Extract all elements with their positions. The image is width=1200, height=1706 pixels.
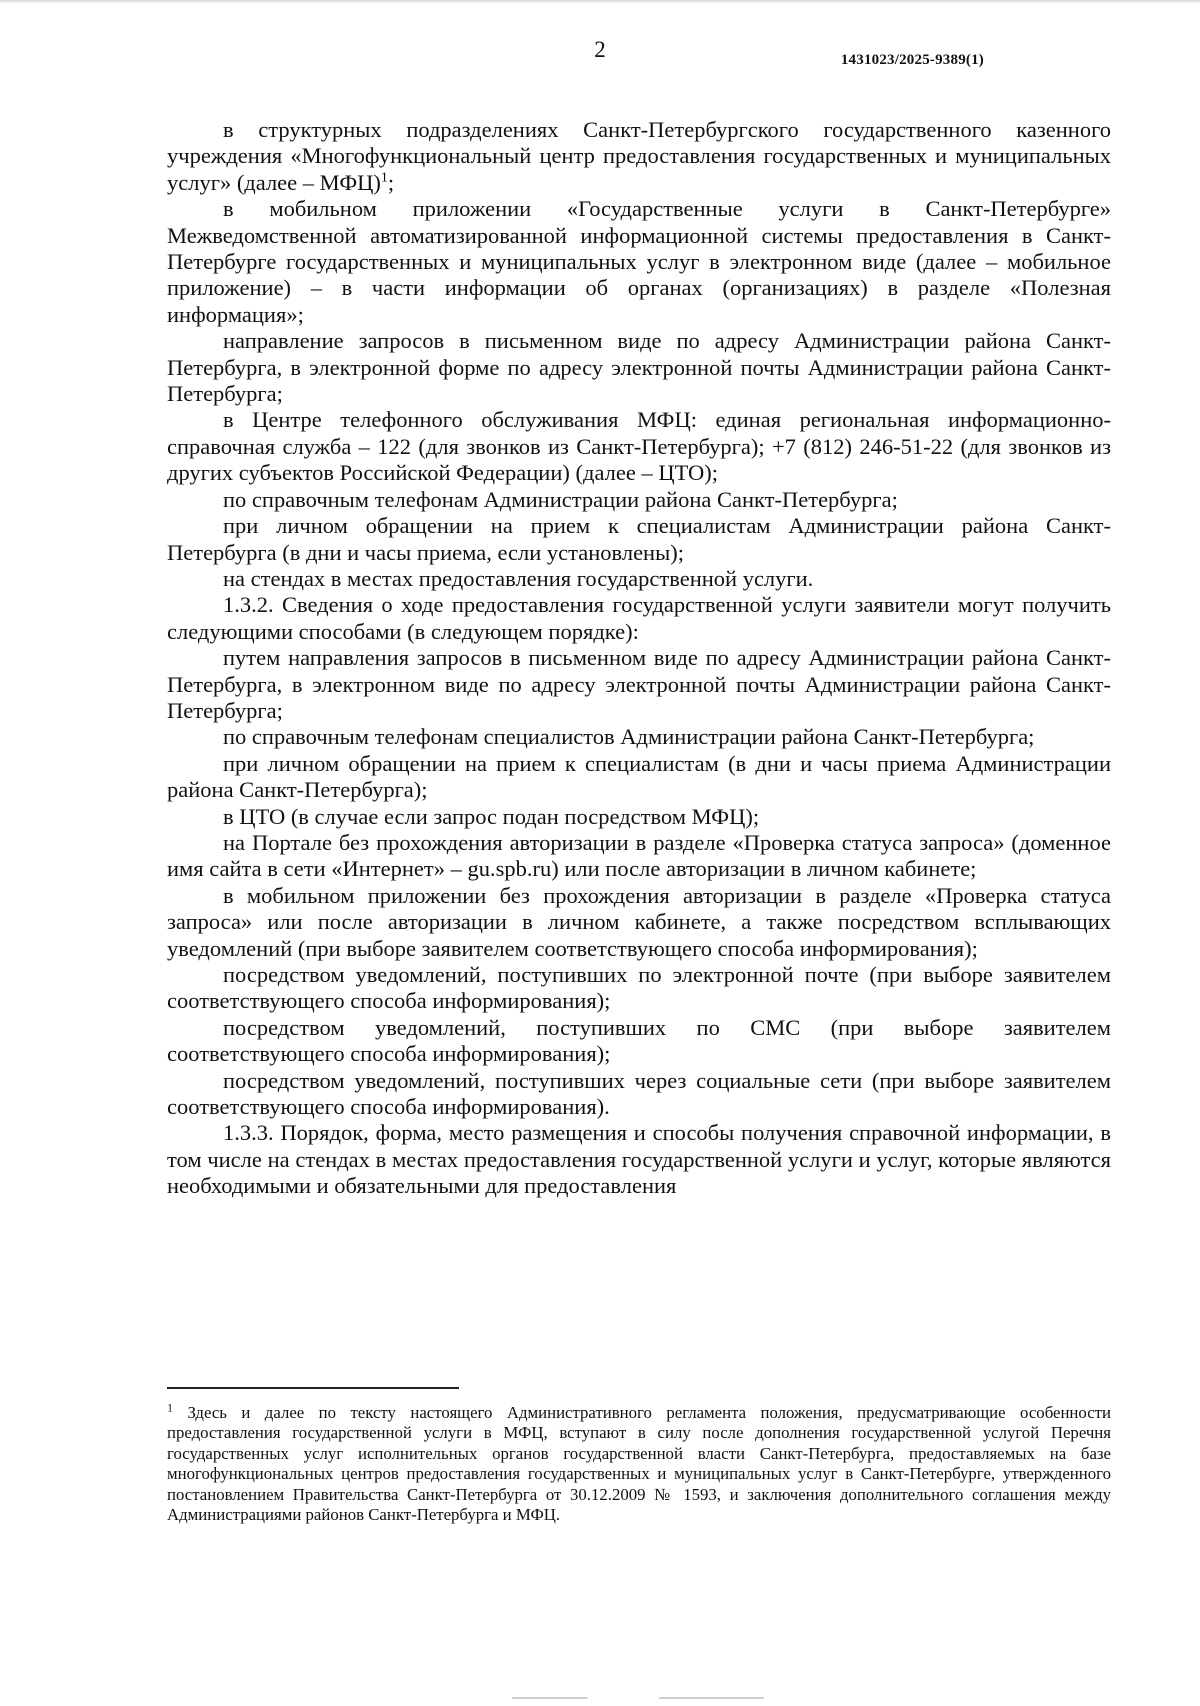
- paragraph-mobile-status: в мобильном приложении без прохождения авторизации в разделе «Проверка статуса запроса» или после авторизации в личном кабинете, а также посредством всплывающих уведомлений (при выборе заявителем соответствующего способа информирования);: [167, 882, 1111, 961]
- page-number: 2: [594, 37, 606, 62]
- paragraph-social-notifications: посредством уведомлений, поступивших через социальные сети (при выборе заявителем соответствующего способа информирования).: [167, 1067, 1111, 1120]
- footnote-reference: 1: [380, 170, 388, 186]
- paragraph-specialist-phones: по справочным телефонам специалистов Администрации района Санкт-Петербурга;: [223, 724, 1035, 750]
- paragraph-email-notifications: посредством уведомлений, поступивших по электронной почте (при выборе заявителем соответствующего способа информирования);: [167, 962, 1111, 1014]
- paragraph-personal-visit: при личном обращении на прием к специалистам Администрации района Санкт-Петербурга (в дни и часы приема, если установлены);: [167, 513, 1111, 565]
- paragraph-written-requests: направление запросов в письменном виде по адресу Администрации района Санкт-Петербурга, в электронной форме по адресу электронной почты Администрации района Санкт-Петербурга;: [167, 328, 1111, 407]
- paragraph-written-requests-status: путем направления запросов в письменном виде по адресу Администрации района Санкт-Петербурга, в электронном виде по адресу электронной почты Администрации района Санкт-Петербурга;: [167, 645, 1111, 723]
- paragraph-call-center: в Центре телефонного обслуживания МФЦ: единая региональная информационно-справочная служба – 122 (для звонков из Санкт-Петербурга); +7 (812) 246-51-22 (для звонков из других субъектов Российской Федерации) (далее – ЦТО);: [167, 407, 1111, 486]
- document-number: 1431023/2025-9389(1): [840, 52, 984, 68]
- paragraph-mobile-app: в мобильном приложении «Государственные услуги в Санкт-Петербурге» Межведомственной автоматизированной информационной системы предоставления в Санкт-Петербурге государственных и муниципальных услуг в электронном виде (далее – мобильное приложение) – в части информации об органах (организациях) в разделе «Полезная информация»;: [167, 196, 1111, 327]
- paragraph-1-3-2: 1.3.2. Сведения о ходе предоставления государственной услуги заявители могут получить следующими способами (в следующем порядке):: [167, 592, 1111, 644]
- scan-top-edge: [0, 0, 1200, 4]
- scan-bottom-marks: [470, 1697, 890, 1699]
- footnote-marker: 1: [167, 1400, 173, 1415]
- paragraph-portal: на Портале без прохождения авторизации в разделе «Проверка статуса запроса» (доменное имя сайта в сети «Интернет» – gu.spb.ru) или после авторизации в личном кабинете;: [167, 829, 1111, 882]
- paragraph-sms-notifications: посредством уведомлений, поступивших по СМС (при выборе заявителем соответствующего способа информирования);: [167, 1014, 1111, 1067]
- paragraph-mfc: в структурных подразделениях Санкт-Петербургского государственного казенного учреждения «Многофункциональный центр предоставления государственных и муниципальных услуг» (далее – МФЦ)$^1$;: [167, 117, 1111, 195]
- paragraph-phones: по справочным телефонам Администрации района Санкт-Петербурга;: [223, 486, 898, 512]
- paragraph-1-3-3: 1.3.3. Порядок, форма, место размещения и способы получения справочной информации, в том числе на стендах в местах предоставления государственной услуги и услуг, которые являются необходимыми и обязательными для предоставления: [167, 1120, 1111, 1199]
- footnote-text: Здесь и далее по тексту настоящего Административного регламента положения, предусматривающие особенности предоставления государственной услуги в МФЦ, вступают в силу после дополнения государственной услугой Перечня государственных услуг исполнительных органов государственной власти Санкт-Петербурга, предоставляемых на базе многофункциональных центров предоставления государственных и муниципальных услуг в Санкт-Петербурге, утвержденного постановлением Правительства Санкт-Петербурга от 30.12.2009 № 1593, и заключения дополнительного соглашения между Администрациями районов Санкт-Петербурга и МФЦ.: [167, 1403, 1111, 1525]
- body-text: [167, 117, 1111, 1200]
- paragraph-specialist-visit: при личном обращении на прием к специалистам (в дни и часы приема Администрации района Санкт-Петербурга);: [167, 750, 1111, 803]
- paragraph-stands: на стендах в местах предоставления государственной услуги.: [223, 565, 814, 591]
- footnote-divider: [167, 1387, 459, 1389]
- paragraph-cto: в ЦТО (в случае если запрос подан посредством МФЦ);: [223, 803, 760, 829]
- footnote: [167, 1400, 1111, 1525]
